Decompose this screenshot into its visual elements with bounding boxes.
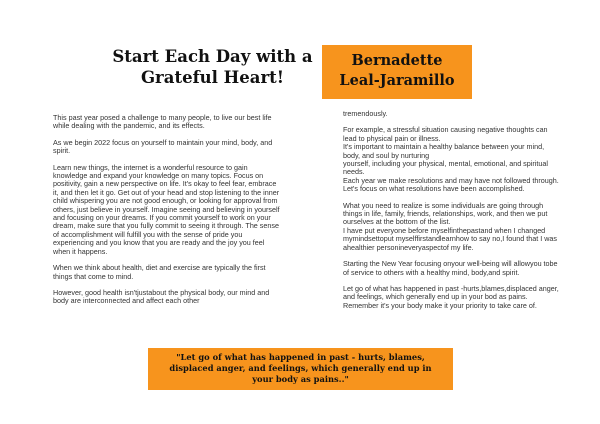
paragraph: Starting the New Year focusing onyour well-being will allowyou tobe of service to others with a healthy mind, body,and spirit. [343, 259, 558, 277]
paragraph: Learn new things, the internet is a wonderful resource to gain knowledge and expand your knowledge on many topics. Focus on positivity, gain a new perspective on life. It's okay to feel fear, embrace it, and then let it go. Get out of your head and stop listening to the inner child whispering you are not good enough, or looking for approval from others, just believe in yourself. Imagine seeing and believing in yourself and focusing on your dreams. If you commit yourself to work on your dream, make sure that you fully commit to seeing it through. The sense of accomplishment will fulfill you with the sense of pride you experiencing and you know that you are ready and the joy you feel when it happens. [53, 162, 280, 256]
paragraph: tremendously. [343, 110, 388, 118]
author-first-name: Bernadette [351, 52, 443, 69]
title-line-1: Start Each Day with a [112, 47, 313, 66]
paragraph: However, good health isn'tjustabout the physical body, our mind and body are interconnected and affect each other [53, 287, 270, 306]
author-name-box [322, 45, 472, 99]
paragraph: For example, a stressful situation causing negative thoughts can lead to physical pain or illness. It's important to maintain a healthy balance between your mind, body, and soul by nurturing yourself, including your physical, mental, emotional, and spiritual needs. Each year we make resolutions and may have not followed through. Let's focus on what resolutions have been accomplished. [343, 125, 559, 194]
right-text-column [343, 110, 559, 346]
left-text-column [53, 114, 280, 346]
article-title [110, 46, 315, 88]
paragraph: What you need to realize is some individuals are going through things in life, family, friends, relationships, work, and then we put ourselves at the bottom of the list. I have put everyone before myselfinthepastand when I changed mymindsettoput myselffirstandlearnhow to say no,I found that I was ahealthier personineveryaspectof my life. [343, 200, 558, 252]
pull-quote-text: "Let go of what has happened in past - hurts, blames, displaced anger, and feelings, which generally end up in your body as pains.." [169, 352, 432, 384]
author-last-name: Leal-Jaramillo [339, 72, 455, 89]
paragraph: When we think about health, diet and exercise are typically the first things that come to mind. [53, 263, 266, 281]
paragraph: This past year posed a challenge to many people, to live our best life while dealing with the pandemic, and its effects. [53, 114, 272, 131]
title-line-2: Grateful Heart! [140, 68, 285, 87]
pull-quote-box [148, 348, 453, 390]
paragraph: Let go of what has happened in past -hurts,blames,displaced anger, and feelings, which generally end up in your bod as pains. Remember it's your body make it your priority to take care of. [343, 283, 559, 310]
paragraph: As we begin 2022 focus on yourself to maintain your mind, body, and spirit. [53, 137, 273, 156]
